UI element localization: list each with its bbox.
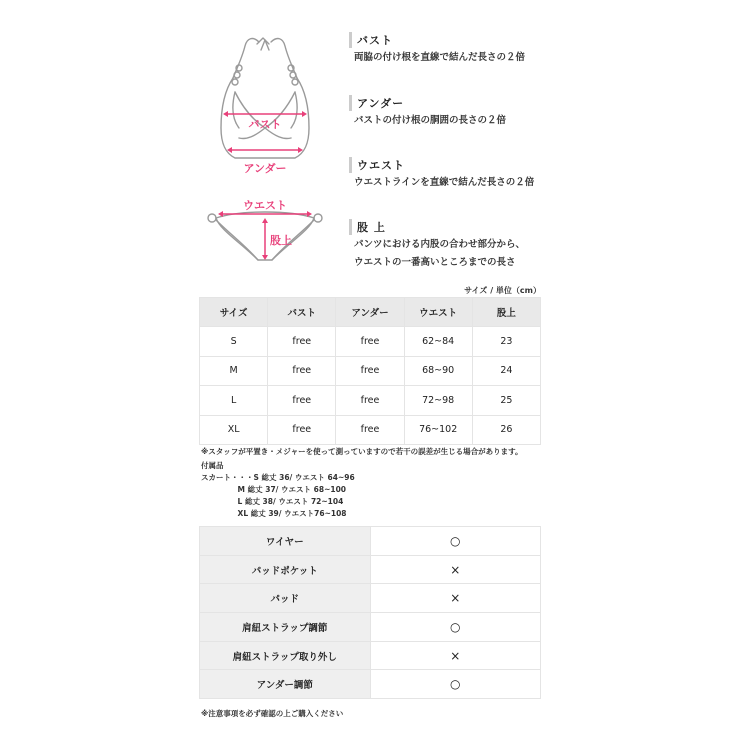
- cell: 24: [472, 356, 540, 386]
- cell: M: [200, 356, 268, 386]
- crotch-definition-title: 股 上: [349, 219, 386, 235]
- header-size: サイズ: [200, 298, 268, 327]
- feature-value: ○: [370, 527, 541, 556]
- cell: free: [336, 386, 404, 416]
- under-definition-title: アンダー: [349, 95, 404, 111]
- waist-diagram-label: ウエスト: [243, 199, 287, 212]
- waist-definition-text: ウエストラインを直線で結んだ長さの２倍: [354, 177, 535, 188]
- header-under: アンダー: [336, 298, 404, 327]
- feature-label: ワイヤー: [200, 527, 371, 556]
- cell: free: [268, 415, 336, 445]
- feature-value: ×: [370, 641, 541, 670]
- feature-label: パッドポケット: [200, 555, 371, 584]
- cell: 25: [472, 386, 540, 416]
- table-row: [200, 327, 541, 357]
- feature-value: ○: [370, 670, 541, 699]
- bust-definition-text: 両脇の付け根を直線で結んだ長さの２倍: [354, 52, 526, 63]
- bust-diagram-label: バスト: [248, 118, 282, 131]
- table-row: [200, 386, 541, 416]
- cell: free: [336, 356, 404, 386]
- bikini-bottom-diagram: [200, 190, 330, 270]
- footer-note: ※注意事項を必ず確認の上ご購入ください: [201, 709, 344, 718]
- cell: free: [268, 356, 336, 386]
- table-row: [200, 613, 541, 642]
- accessories-line-2: M 総丈 37/ ウエスト 68~100: [201, 485, 347, 494]
- staff-note: ※スタッフが平置き・メジャーを使って測っていますので若干の誤差が生じる場合があります。: [201, 447, 523, 456]
- under-definition-text: バストの付け根の胴囲の長さの２倍: [354, 115, 507, 126]
- accessories-line-3: L 総丈 38/ ウエスト 72~104: [201, 497, 344, 506]
- feature-value: ○: [370, 613, 541, 642]
- cell: 72~98: [404, 386, 472, 416]
- cell: 26: [472, 415, 540, 445]
- crotch-definition-text-2: ウエストの一番高いところまでの長さ: [354, 257, 516, 268]
- cell: free: [336, 327, 404, 357]
- cell: free: [268, 327, 336, 357]
- bust-definition-title: バスト: [349, 32, 393, 48]
- header-crotch: 股上: [472, 298, 540, 327]
- feature-value: ×: [370, 555, 541, 584]
- table-row: [200, 641, 541, 670]
- cell: L: [200, 386, 268, 416]
- table-row: [200, 527, 541, 556]
- feature-table: [199, 526, 541, 699]
- crotch-diagram-label: 股上: [270, 234, 292, 247]
- cell: 76~102: [404, 415, 472, 445]
- feature-label: 肩紐ストラップ調節: [200, 613, 371, 642]
- size-table-header: [200, 298, 541, 327]
- cell: 62~84: [404, 327, 472, 357]
- crotch-definition-text-1: パンツにおける内股の合わせ部分から、: [354, 239, 526, 250]
- table-row: [200, 356, 541, 386]
- cell: free: [268, 386, 336, 416]
- waist-definition-title: ウエスト: [349, 157, 405, 173]
- feature-label: 肩紐ストラップ取り外し: [200, 641, 371, 670]
- table-row: [200, 415, 541, 445]
- table-row: [200, 670, 541, 699]
- under-diagram-label: アンダー: [243, 162, 287, 175]
- table-row: [200, 584, 541, 613]
- unit-note: サイズ / 単位（cm）: [464, 286, 541, 295]
- accessories-line-4: XL 総丈 39/ ウエスト76~108: [201, 509, 347, 518]
- accessories-title: 付属品: [201, 461, 224, 470]
- cell: free: [336, 415, 404, 445]
- feature-value: ×: [370, 584, 541, 613]
- feature-label: アンダー調節: [200, 670, 371, 699]
- cell: 68~90: [404, 356, 472, 386]
- table-row: [200, 555, 541, 584]
- header-bust: バスト: [268, 298, 336, 327]
- feature-label: パッド: [200, 584, 371, 613]
- bikini-top-diagram: [195, 28, 335, 178]
- cell: 23: [472, 327, 540, 357]
- cell: XL: [200, 415, 268, 445]
- size-table: [199, 297, 541, 445]
- header-waist: ウエスト: [404, 298, 472, 327]
- cell: S: [200, 327, 268, 357]
- accessories-line-1: スカート・・・S 総丈 36/ ウエスト 64~96: [201, 473, 355, 482]
